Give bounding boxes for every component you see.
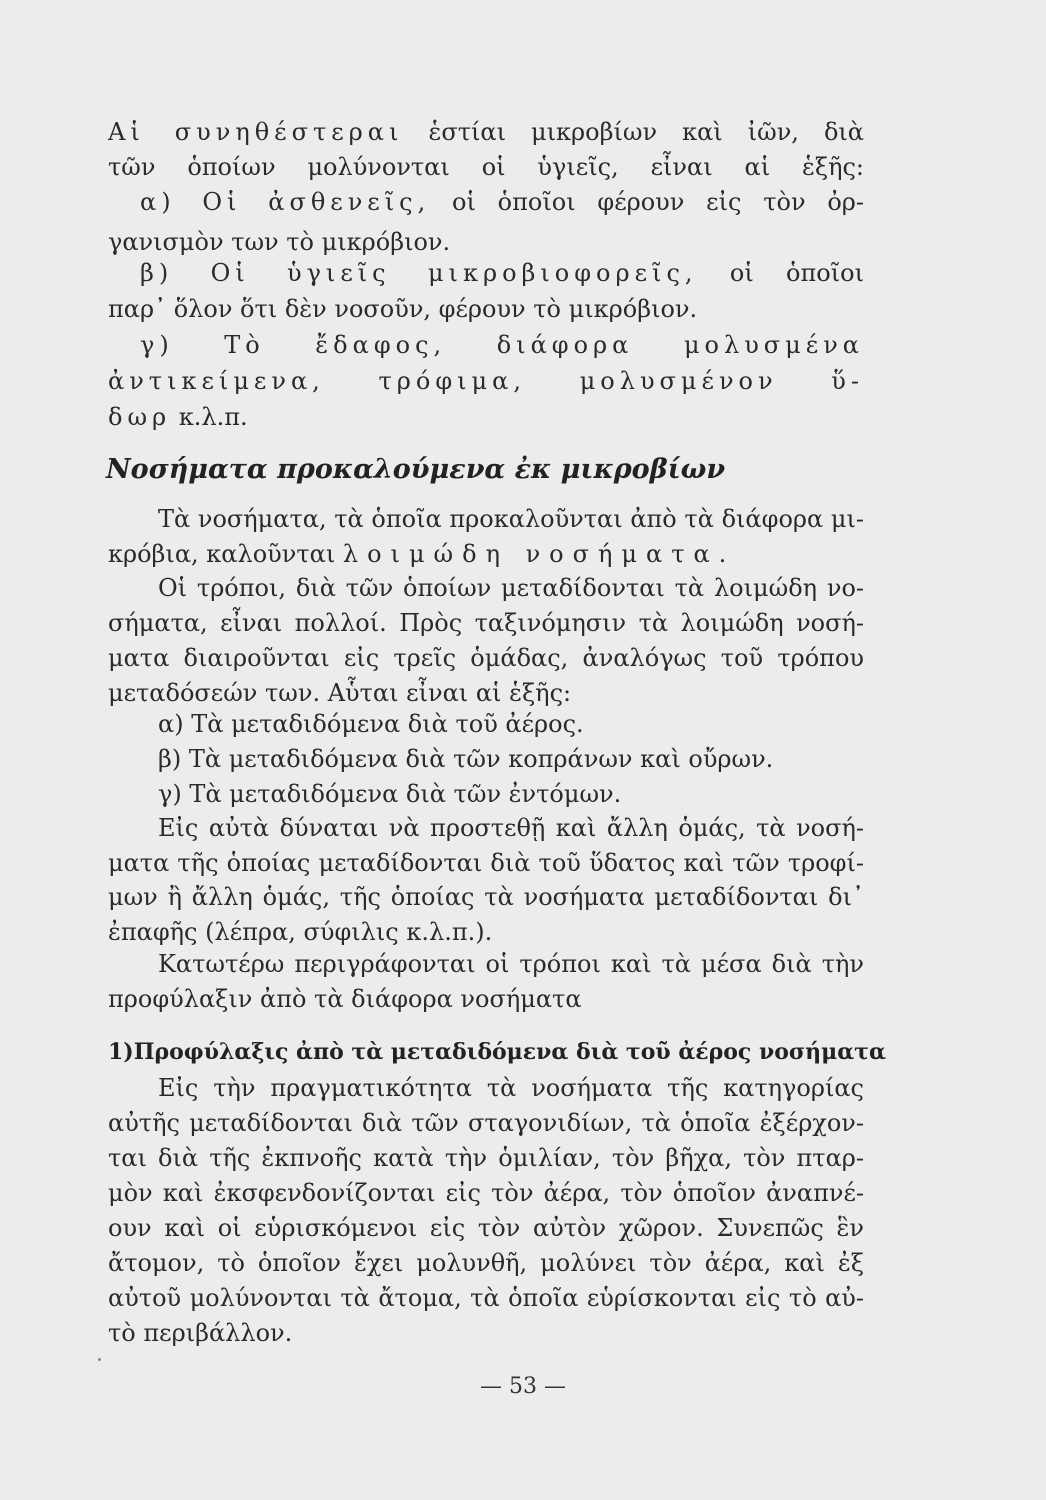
line-text: γ) Τὸ ἔδαφος, διάφορα μολυσμένα: [140, 331, 864, 359]
text-line-2: [108, 151, 864, 183]
text-line-7: [140, 329, 864, 361]
text-line-4: [108, 226, 864, 258]
text-line-16: [158, 708, 914, 740]
text-line-22: [108, 916, 864, 948]
line-text: ματα τῆς ὁποίας μεταδίδονται διὰ τοῦ ὕδατος καὶ τῶν τροφί-: [108, 849, 864, 877]
line-text: Οἱ τρόποι, διὰ τῶν ὁποίων μεταδίδονται τὰ λοιμώδη νο-: [158, 574, 864, 602]
line-text: αὐτῆς μεταδίδονται διὰ τῶν σταγονιδίων, τὰ ὁποῖα ἐξέρχον-: [108, 1109, 864, 1137]
line-text: προφύλαξιν ἀπὸ τὰ διάφορα νοσήματα: [108, 985, 582, 1013]
text-line-29: [108, 1212, 864, 1244]
text-line-15: [108, 677, 864, 709]
line-text: ουν καὶ οἱ εὑρισκόμενοι εἰς τὸν αὐτὸν χῶρον. Συνεπῶς ἓν: [108, 1214, 864, 1242]
spaced-term: α) Οἱ ἀσθενεῖς,: [140, 188, 431, 216]
line-text: τῶν ὁποίων μολύνονται οἱ ὑγιεῖς, εἶναι αἱ ἑξῆς:: [108, 153, 864, 181]
text-line-28: [108, 1177, 864, 1209]
line-text: γανισμὸν των τὸ μικρόβιον.: [108, 228, 451, 256]
text-line-24: [108, 983, 864, 1015]
text-line-12: [158, 572, 864, 604]
line-text: κρόβια, καλοῦνται: [108, 540, 343, 568]
text-line-21: [108, 881, 864, 913]
text-line-20: [108, 847, 864, 879]
line-text: κ.λ.π.: [171, 403, 248, 431]
page-number: — 53 —: [480, 1374, 566, 1399]
line-text: αὐτοῦ μολύνονται τὰ ἄτομα, τὰ ὁποῖα εὑρίσκονται εἰς τὸ αὐ-: [108, 1284, 864, 1312]
text-line-14: [108, 642, 864, 674]
spaced-term: δωρ: [108, 403, 172, 431]
text-line-18: [158, 778, 914, 810]
line-text: γ) Τὰ μεταδιδόμενα διὰ τῶν ἐντόμων.: [158, 780, 622, 808]
line-text: ἐπαφῆς (λέπρα, σύφιλις κ.λ.π.).: [108, 918, 493, 946]
text-line-6: [108, 293, 864, 325]
subsection-heading: 1)Προφύλαξις ἀπὸ τὰ μεταδιδόμενα διὰ τοῦ ἀέρος νοσήματα: [108, 1039, 886, 1065]
text-line-11: [108, 538, 864, 570]
text-line-27: [108, 1142, 864, 1174]
text-line-19: [158, 812, 864, 844]
text-line-1: [108, 116, 864, 148]
line-text: ματα διαιροῦνται εἰς τρεῖς ὁμάδας, ἀναλόγως τοῦ τρόπου: [108, 644, 864, 672]
section-heading: Νοσήματα προκαλούμενα ἐκ μικροβίων: [106, 454, 726, 485]
line-text: σήματα, εἶναι πολλοί. Πρὸς ταξινόμησιν τὰ λοιμώδη νοσή-: [108, 609, 864, 637]
line-text: μεταδόσεών των. Αὗται εἶναι αἱ ἑξῆς:: [108, 679, 572, 707]
line-text: Εἰς αὐτὰ δύναται νὰ προστεθῇ καὶ ἄλλη ὁμάς, τὰ νοσή-: [158, 814, 864, 842]
text-line-30: [108, 1247, 864, 1279]
text-line-23: [158, 948, 864, 980]
line-text: ἑστίαι μικροβίων καὶ ἰῶν, διὰ: [403, 118, 865, 146]
text-line-13: [108, 607, 864, 639]
text-line-10: [158, 503, 864, 535]
line-text: α) Τὰ μεταδιδόμενα διὰ τοῦ ἀέρος.: [158, 710, 584, 738]
line-text: ἀντικείμενα, τρόφιμα, μολυσμένον ὕ-: [108, 367, 864, 395]
text-line-3: [140, 186, 864, 218]
line-text: β) Τὰ μεταδιδόμενα διὰ τῶν κοπράνων καὶ οὔρων.: [158, 745, 774, 773]
text-line-25: [158, 1072, 864, 1104]
line-text: οἱ ὁποῖοι: [697, 259, 864, 287]
line-text: ται διὰ τῆς ἐκπνοῆς κατὰ τὴν ὁμιλίαν, τὸν βῆχα, τὸν πταρ-: [108, 1144, 864, 1172]
line-text: μων ἢ ἄλλη ὁμάς, τῆς ὁποίας τὰ νοσήματα μεταδίδονται δι᾽: [108, 883, 864, 911]
text-line-26: [108, 1107, 864, 1139]
text-line-9: [108, 401, 864, 433]
line-text: μὸν καὶ ἐκσφενδονίζονται εἰς τὸν ἀέρα, τὸν ὁποῖον ἀναπνέ-: [108, 1179, 864, 1207]
line-text: τὸ περιβάλλον.: [108, 1319, 293, 1347]
line-text: Τὰ νοσήματα, τὰ ὁποῖα προκαλοῦνται ἀπὸ τὰ διάφορα μι-: [158, 505, 864, 533]
text-line-8: [108, 365, 864, 397]
text-line-31: [108, 1282, 864, 1314]
line-text: Κατωτέρω περιγράφονται οἱ τρόποι καὶ τὰ μέσα διὰ τὴν: [158, 950, 864, 978]
line-text: οἱ ὁποῖοι φέρουν εἰς τὸν ὀρ-: [430, 188, 864, 216]
scan-speck: [98, 1358, 101, 1361]
text-line-32: [108, 1317, 864, 1349]
line-text: Εἰς τὴν πραγματικότητα τὰ νοσήματα τῆς κατηγορίας: [158, 1074, 864, 1102]
text-line-5: [140, 257, 864, 289]
line-text: ἄτομον, τὸ ὁποῖον ἔχει μολυνθῆ, μολύνει τὸν ἀέρα, καὶ ἐξ: [108, 1249, 864, 1277]
line-text: παρ᾽ ὅλον ὅτι δὲν νοσοῦν, φέρουν τὸ μικρόβιον.: [108, 295, 698, 323]
text-line-17: [158, 743, 914, 775]
spaced-term: λοιμώδη νοσήματα.: [342, 540, 736, 568]
spaced-term: Αἱ συνηθέστεραι: [108, 118, 404, 146]
spaced-term: β) Οἱ ὑγιεῖς μικροβιοφορεῖς,: [140, 259, 698, 287]
